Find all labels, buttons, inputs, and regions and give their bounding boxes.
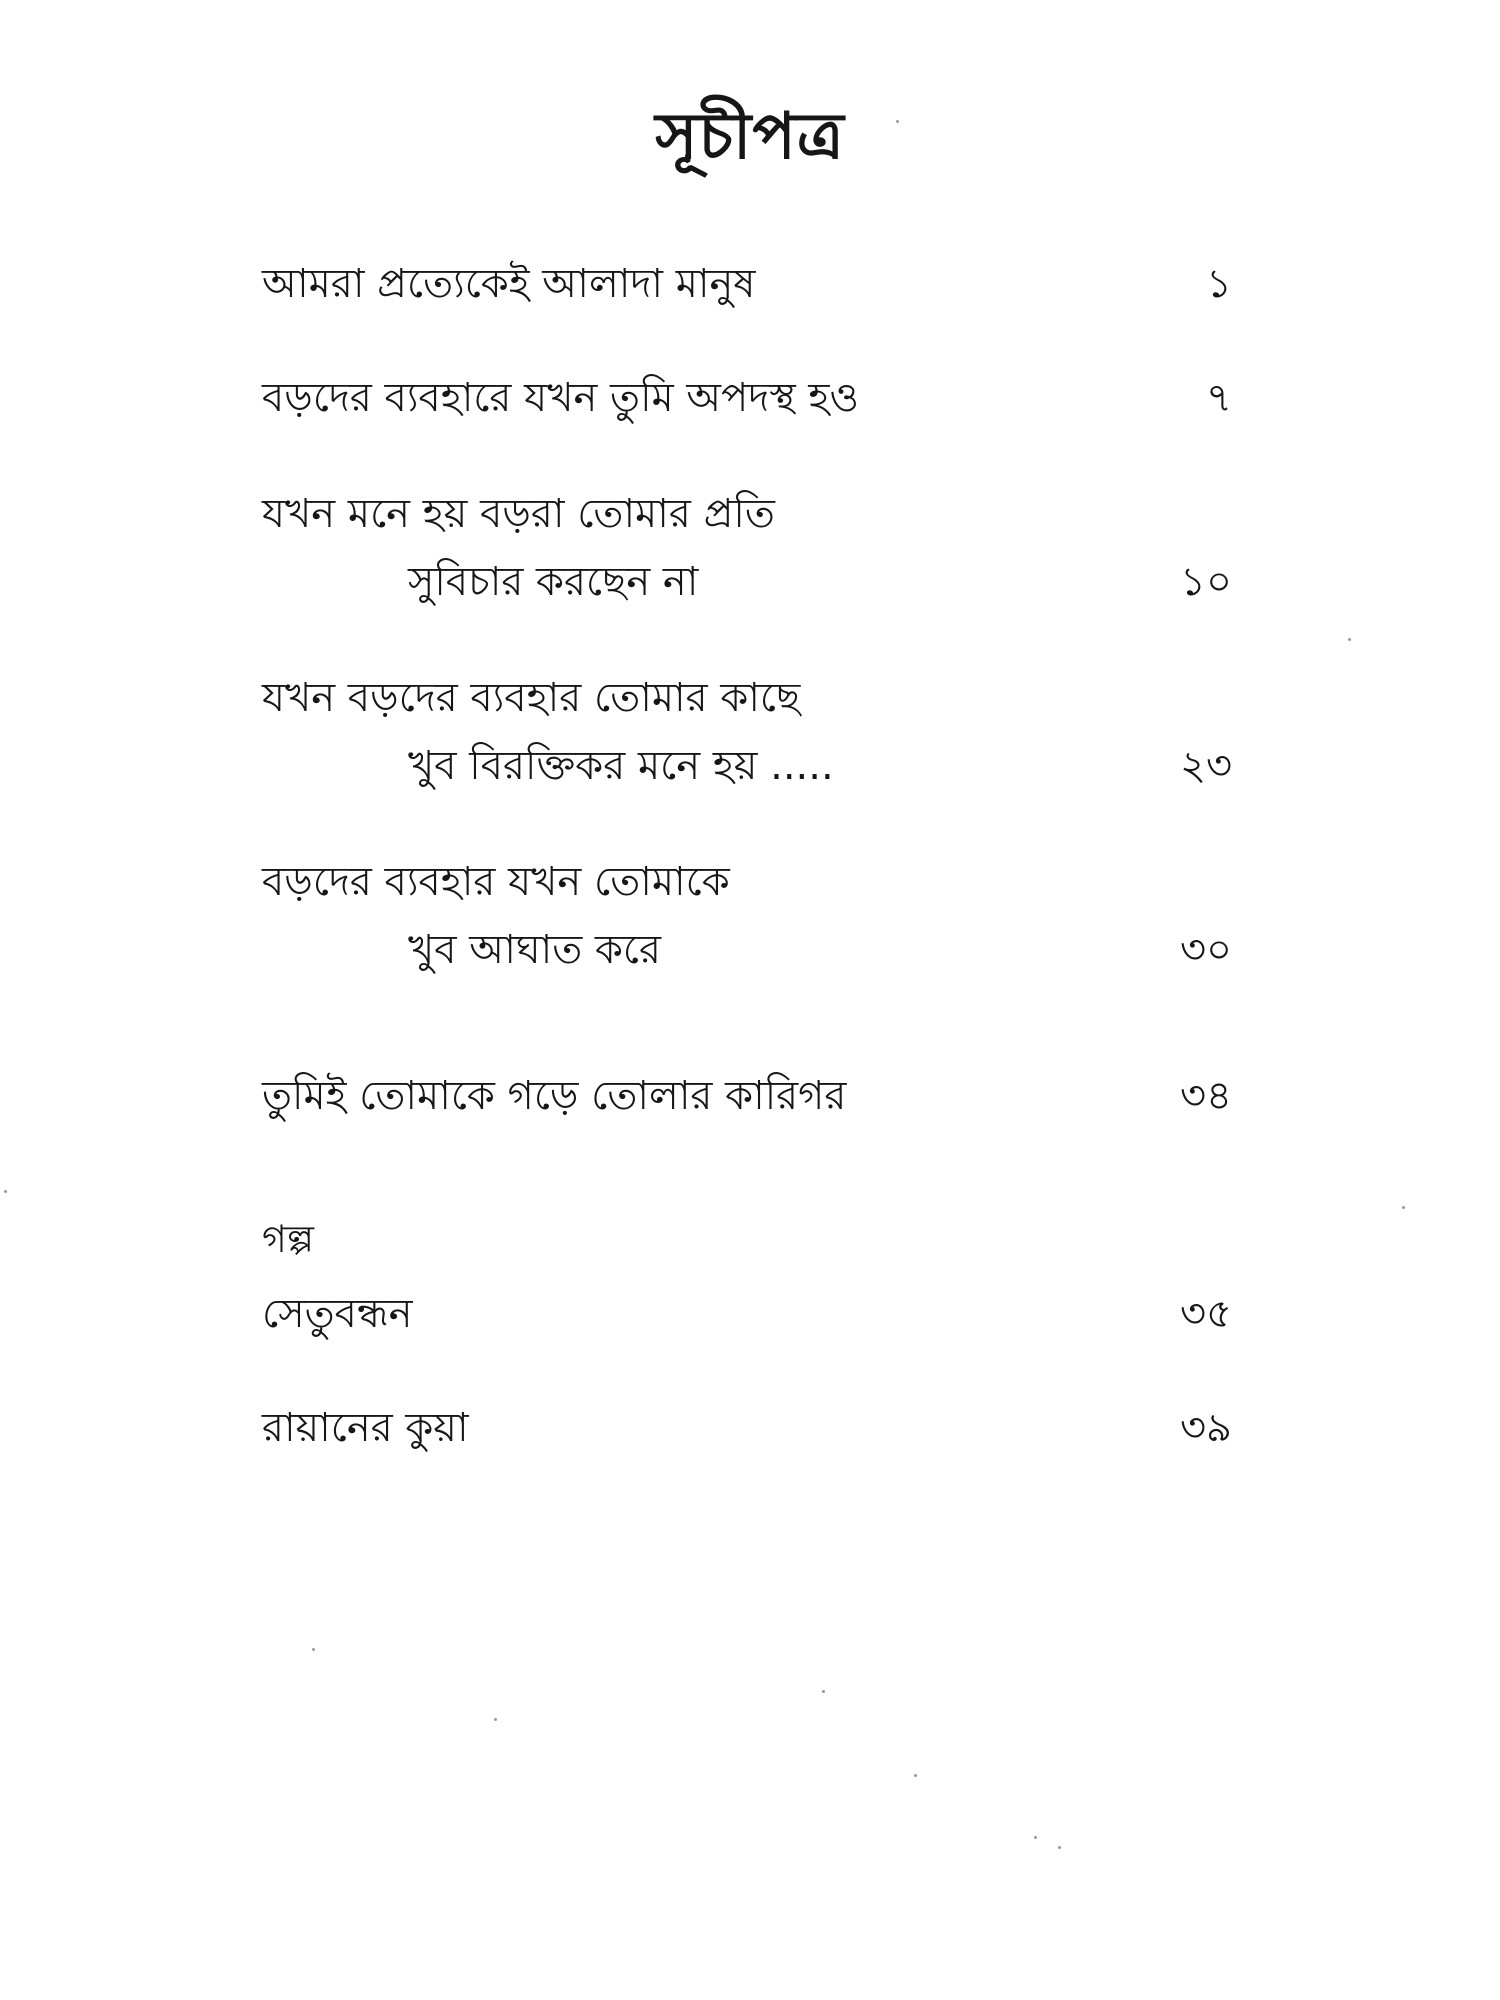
toc-entry-5-title-line-1: বড়দের ব্যবহার যখন তোমাকে <box>262 859 730 905</box>
toc-entry-1-page: ১ <box>1206 261 1232 307</box>
story-2-title: রায়ানের কুয়া <box>262 1405 469 1451</box>
toc-entry-1-title: আমরা প্রত্যেকেই আলাদা মানুষ <box>262 261 756 307</box>
scan-speck <box>494 1718 497 1721</box>
scan-speck <box>1058 1846 1061 1849</box>
toc-entry-2-title: বড়দের ব্যবহারে যখন তুমি অপদস্থ হও <box>262 375 859 421</box>
toc-entry-4-page: ২৩ <box>1179 743 1232 789</box>
scan-speck <box>914 1774 917 1777</box>
toc-entry-6-title: তুমিই তোমাকে গড়ে তোলার কারিগর <box>262 1073 847 1119</box>
stories-heading: গল্প <box>262 1217 315 1261</box>
scan-speck <box>1034 1836 1037 1839</box>
scan-speck <box>312 1648 315 1651</box>
toc-entry-5-title-line-2: খুব আঘাত করে <box>408 927 661 973</box>
toc-entry-4-title-line-2: খুব বিরক্তিকর মনে হয় ..... <box>408 743 834 789</box>
toc-entry-6-page: ৩৪ <box>1180 1073 1232 1119</box>
toc-entry-3-page: ১০ <box>1180 559 1232 605</box>
scan-speck <box>896 120 899 123</box>
story-2-page: ৩৯ <box>1180 1405 1232 1451</box>
scan-speck <box>822 1690 825 1693</box>
story-1-page: ৩৫ <box>1180 1291 1232 1337</box>
toc-entry-2-page: ৭ <box>1205 375 1232 421</box>
story-1-title: সেতুবন্ধন <box>262 1291 413 1337</box>
toc-entry-4-title-line-1: যখন বড়দের ব্যবহার তোমার কাছে <box>262 675 801 721</box>
toc-entry-3-title-line-1: যখন মনে হয় বড়রা তোমার প্রতি <box>262 491 775 537</box>
scan-speck <box>4 1190 7 1193</box>
scan-speck <box>1348 638 1351 641</box>
page-title: সূচীপত্র <box>655 100 845 174</box>
toc-entry-5-page: ৩০ <box>1179 927 1232 973</box>
scan-speck <box>1402 1206 1405 1209</box>
toc-entry-3-title-line-2: সুবিচার করছেন না <box>408 559 699 605</box>
